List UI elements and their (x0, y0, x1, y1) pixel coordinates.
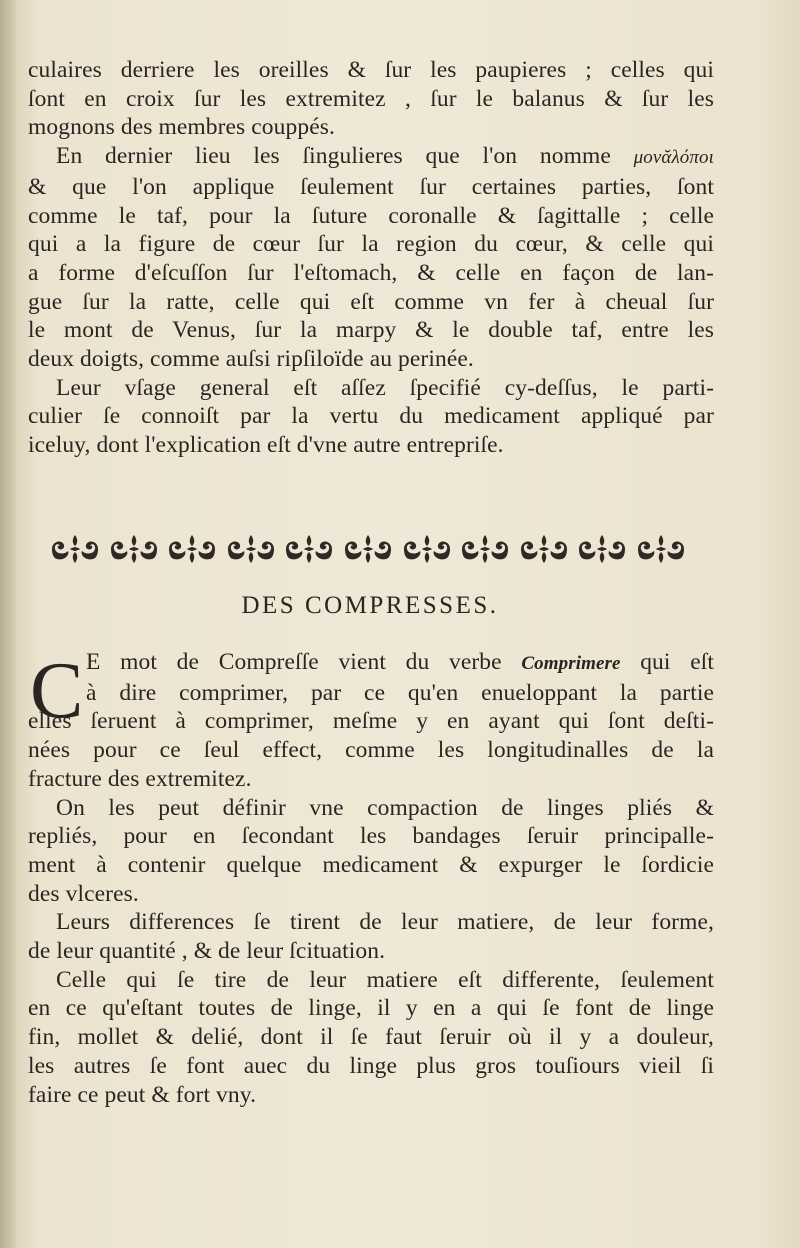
ornament-fleuron (165, 529, 219, 569)
text-line: faire ce peut & fort vny. (28, 1081, 257, 1108)
top-text-block (28, 56, 714, 460)
text-line-with-latin (28, 648, 714, 679)
text-span: qui eſt (640, 649, 714, 675)
text-line: qui a la figure de cœur ſur la region du cœur, & celle qui (28, 231, 714, 258)
ornament-fleuron (224, 529, 278, 569)
text-line: culier ſe connoiſt par la vertu du medicament appliqué par (28, 403, 714, 430)
body-text-block (28, 648, 714, 1109)
latin-word: Comprimere (521, 653, 621, 674)
text-line: Celle qui ſe tire de leur matiere eſt differente, ſeulement (56, 966, 714, 993)
greek-word: μονᾰλόπoι (633, 147, 714, 169)
section-title: DES COMPRESSES. (241, 592, 499, 619)
text-line: Leur vſage general eſt aſſez ſpecifié cy-deſſus, le parti- (56, 374, 714, 401)
text-line: culaires derriere les oreilles & ſur les paupieres ; celles qui (28, 57, 714, 83)
ornament-fleuron (48, 529, 102, 569)
text-line: fracture des extremitez. (28, 765, 252, 792)
ornament-fleuron (458, 529, 512, 569)
ornament-fleuron (341, 529, 395, 569)
text-line: repliés, pour en ſecondant les bandages ſeruir principalle- (28, 823, 714, 850)
text-line: ment à contenir quelque medicament & expurger le ſordicie (28, 851, 714, 878)
text-line: gue ſur la ratte, celle qui eſt comme vn fer à cheual ſur (28, 288, 714, 315)
text-line: a forme d'eſcuſſon ſur l'eſtomach, & celle en façon de lan- (28, 259, 714, 286)
text-line: On les peut définir vne compaction de linges pliés & (56, 794, 714, 821)
text-span: E mot de Compreſſe vient du verbe (86, 649, 502, 675)
text-line: en ce qu'eſtant toutes de linge, il y en a qui ſe font de linge (28, 995, 714, 1022)
text-line: ſont en croix ſur les extremitez , ſur le balanus & ſur les (28, 85, 714, 112)
text-line: iceluy, dont l'explication eſt d'vne autre entrepriſe. (28, 432, 504, 459)
text-span: En dernier lieu les ſingulieres que l'on nomme (56, 143, 611, 170)
ornamental-band (48, 524, 688, 574)
drop-cap: C (30, 647, 84, 735)
text-line: elles ſeruent à comprimer, meſme y en ayant qui ſont deſti- (28, 708, 714, 735)
page-gutter (0, 0, 16, 1248)
text-line: les autres ſe font auec du linge plus gros touſiours vieil ſi (28, 1052, 714, 1079)
text-line: fin, mollet & delié, dont il ſe faut ſeruir où il y a douleur, (28, 1024, 714, 1051)
ornament-fleuron (517, 529, 571, 569)
text-line: à dire comprimer, par ce qu'en enueloppant la partie (86, 679, 714, 706)
text-line: de leur quantité , & de leur ſcituation. (28, 938, 386, 965)
ornament-fleuron (400, 529, 454, 569)
ornament-fleuron (634, 529, 688, 569)
text-line: mognons des membres couppés. (28, 114, 335, 141)
text-line: des vlceres. (28, 880, 139, 907)
text-line: & que l'on applique ſeulement ſur certaines parties, ſont (28, 173, 714, 200)
text-line: le mont de Venus, ſur la marpy & le double taf, entre les (28, 317, 714, 344)
ornament-fleuron (282, 529, 336, 569)
text-line: Leurs differences ſe tirent de leur matiere, de leur forme, (56, 909, 714, 936)
text-line: comme le taf, pour la ſuture coronalle & ſagittalle ; celle (28, 202, 714, 229)
text-line: nées pour ce ſeul effect, comme les longitudinalles de la (28, 737, 714, 764)
text-line-with-greek (28, 142, 714, 173)
text-line: deux doigts, comme auſsi ripſiloïde au perinée. (28, 346, 474, 373)
ornament-fleuron (575, 529, 629, 569)
ornament-fleuron (107, 529, 161, 569)
